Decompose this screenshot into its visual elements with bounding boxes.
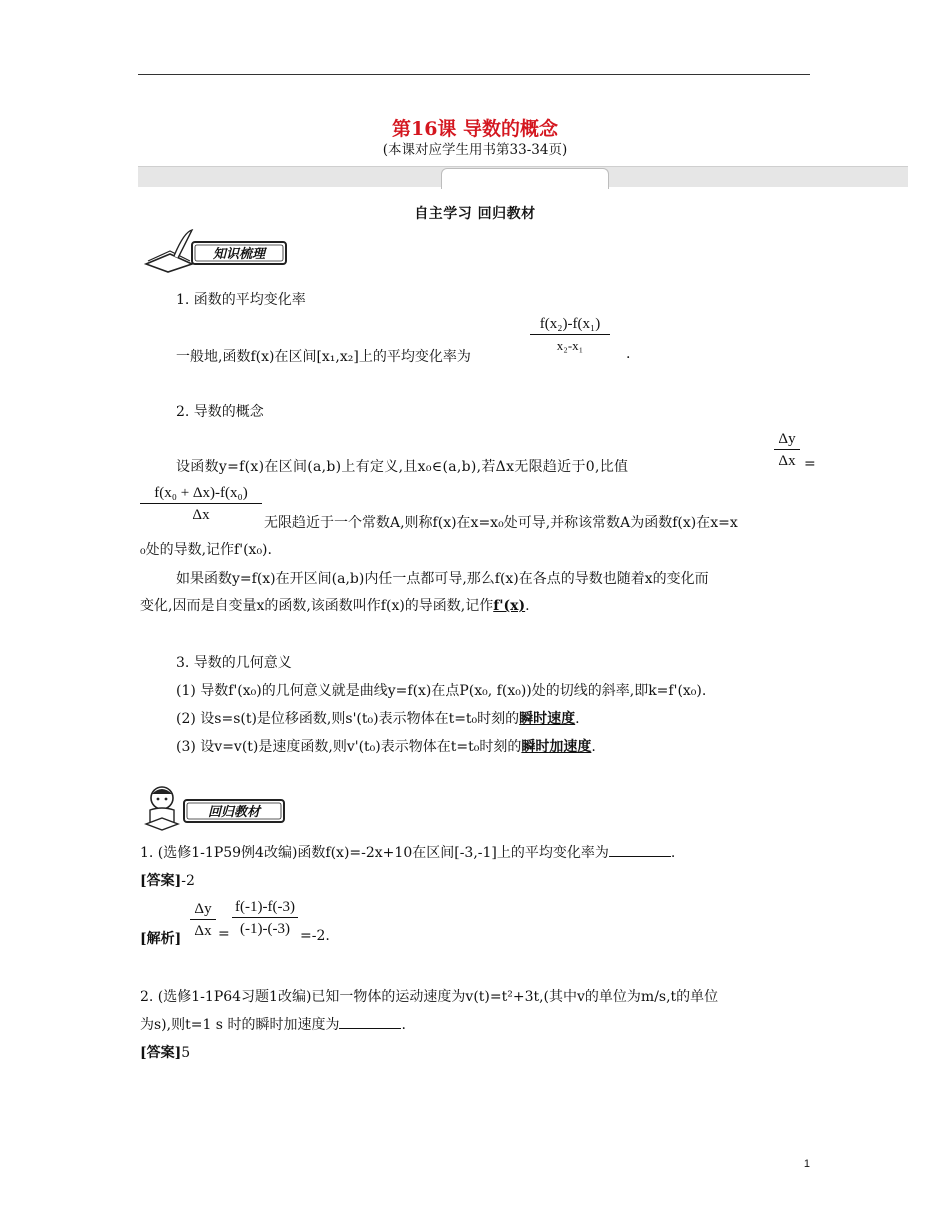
answer-derivative-notation: f'(x) (493, 598, 526, 614)
reading-figure-icon (140, 784, 290, 832)
answer-blank[interactable] (609, 844, 671, 857)
derivative-limit-fraction (140, 484, 262, 524)
question-text: 1. (选修1-1P59例4改编)函数f(x)=-2x+10在区间[-3,-1]上的平均变化率为 (140, 845, 609, 861)
fraction-bar (140, 503, 262, 504)
avg-rate-denominator: x₂-x₁ (556, 338, 584, 353)
limit-numerator: f(x₀ + Δx)-f(x₀) (154, 485, 248, 501)
section-2-paragraph-1c: ₀处的导数,记作f'(x₀). (140, 542, 272, 558)
solution-value-fraction (232, 898, 298, 938)
period: . (525, 598, 530, 614)
knowledge-badge (140, 228, 290, 274)
exercise-1-answer (140, 870, 195, 890)
book-quill-icon (140, 228, 290, 274)
section-3-item-1: (1) 导数f'(x₀)的几何意义就是曲线y=f(x)在点P(x₀, f(x₀))处的切线的斜率,即k=f'(x₀). (176, 683, 707, 699)
section-2-paragraph-2b (140, 595, 530, 615)
answer-blank[interactable] (339, 1016, 401, 1029)
section-3-item-3 (176, 736, 596, 756)
fraction-bar (774, 449, 800, 450)
section-heading: 自主学习 回归教材 (414, 206, 536, 222)
section-2-title: 2. 导数的概念 (176, 404, 264, 420)
equals-sign: = (804, 456, 816, 472)
exercise-2-question-b (140, 1014, 406, 1034)
solution-dy-dx-fraction (190, 900, 216, 940)
answer-value: 5 (181, 1045, 191, 1061)
section-1-title: 1. 函数的平均变化率 (176, 292, 306, 308)
dx-denominator: Δx (194, 923, 212, 939)
fraction-bar (530, 334, 610, 335)
solution-equals: = (218, 926, 230, 942)
exercise-1-solution-label (140, 928, 181, 948)
section-tab (441, 168, 609, 189)
top-rule (138, 74, 810, 75)
answer-label: [答案] (140, 873, 182, 889)
dy-numerator: Δy (194, 901, 212, 917)
period: . (401, 1017, 406, 1033)
fraction-bar (232, 917, 298, 918)
dy-numerator: Δy (778, 431, 796, 447)
solution-numerator: f(-1)-f(-3) (235, 899, 295, 915)
section-2-paragraph-1a: 设函数y=f(x)在区间(a,b)上有定义,且x₀∈(a,b),若Δx无限趋近于0,比值 (176, 459, 629, 475)
section-3-item-2 (176, 708, 580, 728)
section-1-period: . (626, 346, 631, 362)
question-text: 为s),则t=1 s 时的瞬时加速度为 (140, 1017, 340, 1033)
period: . (591, 739, 596, 755)
limit-denominator: Δx (192, 507, 210, 523)
solution-label: [解析] (140, 931, 182, 947)
solution-denominator: (-1)-(-3) (240, 921, 290, 937)
section-2-paragraph-2a: 如果函数y=f(x)在开区间(a,b)内任一点都可导,那么f(x)在各点的导数也随着x的变化而 (176, 571, 709, 587)
paragraph-text: 变化,因而是自变量x的函数,该函数叫作f(x)的导函数,记作 (140, 598, 494, 614)
avg-rate-numerator: f(x₂)-f(x₁) (539, 316, 601, 332)
solution-result: =-2. (300, 928, 330, 944)
svg-text:知识梳理: 知识梳理 (212, 247, 266, 262)
period: . (670, 845, 676, 861)
fraction-bar (190, 919, 216, 920)
avg-rate-fraction (530, 315, 610, 355)
section-3-title: 3. 导数的几何意义 (176, 655, 292, 671)
answer-value: -2 (181, 873, 195, 889)
lesson-title: 第16课 导数的概念 (391, 118, 559, 140)
answer-label: [答案] (140, 1045, 182, 1061)
exercise-2-question-a: 2. (选修1-1P64习题1改编)已知一物体的运动速度为v(t)=t²+3t,(其中v的单位为m/s,t的单位 (140, 989, 719, 1005)
dy-dx-fraction (774, 430, 800, 470)
section-2-paragraph-1b: 无限趋近于一个常数A,则称f(x)在x=x₀处可导,并称该常数A为函数f(x)在x=x (264, 515, 738, 531)
item-text: (3) 设v=v(t)是速度函数,则v'(t₀)表示物体在t=t₀时刻的 (176, 739, 522, 755)
dx-denominator: Δx (778, 453, 796, 469)
exercise-1-question (140, 842, 675, 862)
answer-instant-velocity: 瞬时速度 (519, 711, 576, 727)
answer-instant-acceleration: 瞬时加速度 (521, 739, 592, 755)
svg-text:回归教材: 回归教材 (207, 805, 261, 820)
section-1-text: 一般地,函数f(x)在区间[x₁,x₂]上的平均变化率为 (176, 349, 471, 365)
exercise-2-answer (140, 1042, 190, 1062)
textbook-badge (140, 784, 290, 832)
lesson-subtitle: (本课对应学生用书第33-34页) (382, 142, 568, 158)
page-number: 1 (803, 1158, 810, 1170)
item-text: (2) 设s=s(t)是位移函数,则s'(t₀)表示物体在t=t₀时刻的 (176, 711, 520, 727)
period: . (575, 711, 580, 727)
